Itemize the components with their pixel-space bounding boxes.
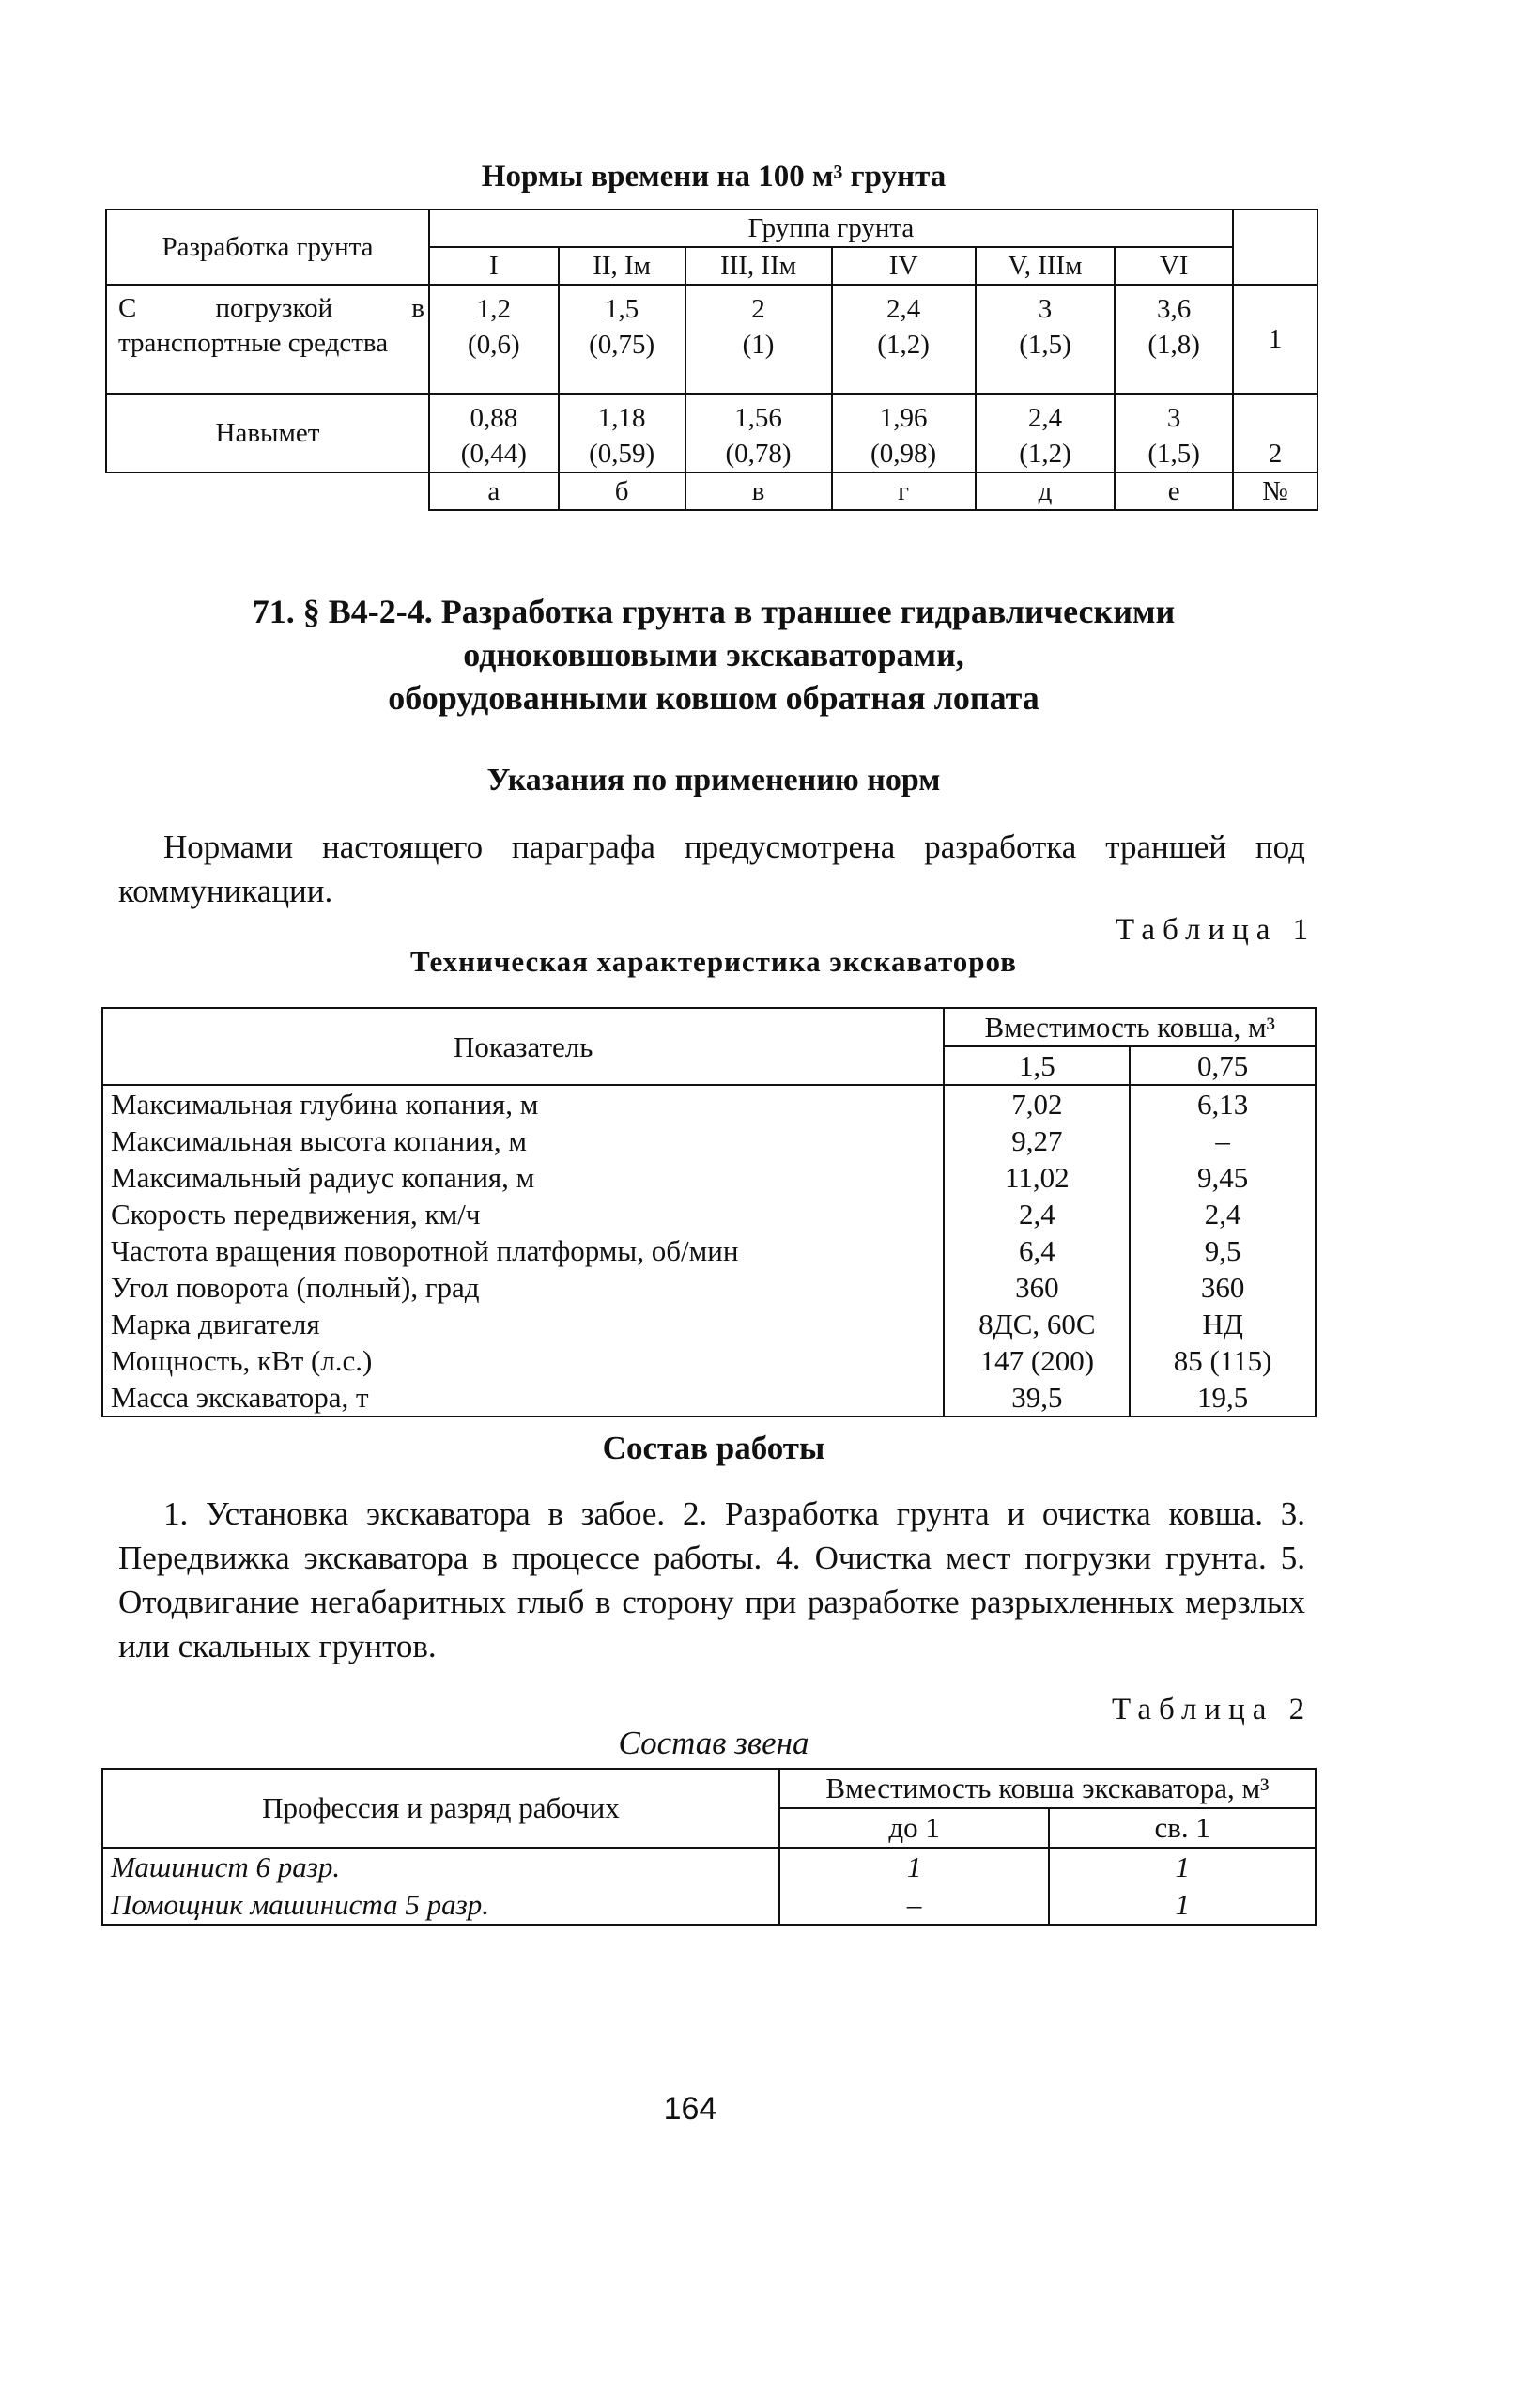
norm-cell: 3 (1,5) (976, 285, 1116, 394)
row-label: С погрузкой в транспортные средства (106, 285, 429, 394)
table-row (102, 1196, 1316, 1232)
param-value: 360 (944, 1269, 1130, 1306)
table1-label: Таблица 1 (1116, 913, 1317, 947)
table2-label: Таблица 2 (1112, 1693, 1313, 1726)
instructions-text: Нормами настоящего параграфа предусмотрена разработка траншей под коммуникации. (118, 828, 1305, 909)
param-name: Максимальный радиус копания, м (102, 1159, 944, 1196)
param-name: Мощность, кВт (л.с.) (102, 1342, 944, 1379)
blank-cell (106, 472, 429, 510)
column-letter: б (559, 472, 685, 510)
group-col: III, IIм (685, 247, 832, 285)
section-heading (113, 590, 1315, 720)
table-row (102, 1379, 1316, 1416)
column-letter: в (685, 472, 832, 510)
crew-count: – (779, 1886, 1050, 1925)
table-row (102, 1886, 1316, 1925)
capacity-col: 0,75 (1130, 1046, 1316, 1085)
norm-cell: 1,2 (0,6) (429, 285, 559, 394)
param-value: 6,4 (944, 1232, 1130, 1269)
param-value: 9,27 (944, 1122, 1130, 1159)
param-name: Частота вращения поворотной платформы, об/мин (102, 1232, 944, 1269)
param-value: 11,02 (944, 1159, 1130, 1196)
param-value: 360 (1130, 1269, 1316, 1306)
header-work: Разработка грунта (106, 209, 429, 285)
capacity-col: 1,5 (944, 1046, 1130, 1085)
profession-name: Помощник машиниста 5 разр. (102, 1886, 779, 1925)
page-number: 164 (663, 2091, 717, 2127)
norm-cell: 3 (1,5) (1115, 394, 1233, 472)
param-value: 39,5 (944, 1379, 1130, 1416)
header-profession: Профессия и разряд рабочих (102, 1769, 779, 1848)
group-col: II, Iм (559, 247, 685, 285)
column-letter: г (832, 472, 976, 510)
crew-count: 1 (779, 1848, 1050, 1886)
norm-cell: 1,5 (0,75) (559, 285, 685, 394)
crew-count: 1 (1049, 1848, 1316, 1886)
table2-title: Состав звена (618, 1725, 809, 1761)
param-value: 147 (200) (944, 1342, 1130, 1379)
param-value: 19,5 (1130, 1379, 1316, 1416)
param-value: – (1130, 1122, 1316, 1159)
group-col: I (429, 247, 559, 285)
param-name: Скорость передвижения, км/ч (102, 1196, 944, 1232)
norm-cell: 2,4 (1,2) (976, 394, 1116, 472)
param-value: 9,5 (1130, 1232, 1316, 1269)
row-label: Навымет (106, 394, 429, 472)
norm-cell: 2 (1) (685, 285, 832, 394)
row-number: 1 (1233, 285, 1317, 394)
group-col: VI (1115, 247, 1233, 285)
param-name: Масса экскаватора, т (102, 1379, 944, 1416)
capacity-col: до 1 (779, 1808, 1050, 1848)
param-value: 9,45 (1130, 1159, 1316, 1196)
column-letter: е (1115, 472, 1233, 510)
capacity-col: св. 1 (1049, 1808, 1316, 1848)
header-capacity: Вместимость ковша, м³ (944, 1008, 1316, 1046)
table-row (102, 1085, 1316, 1122)
group-col: IV (832, 247, 976, 285)
column-letter: а (429, 472, 559, 510)
spec-table (101, 1007, 1317, 1417)
table-row (102, 1159, 1316, 1196)
param-name: Угол поворота (полный), град (102, 1269, 944, 1306)
norm-cell: 3,6 (1,8) (1115, 285, 1233, 394)
param-value: 85 (115) (1130, 1342, 1316, 1379)
norm-cell: 1,96 (0,98) (832, 394, 976, 472)
norm-cell: 0,88 (0,44) (429, 394, 559, 472)
param-name: Максимальная высота копания, м (102, 1122, 944, 1159)
param-value: 2,4 (944, 1196, 1130, 1232)
column-letter: д (976, 472, 1116, 510)
header-blank (1233, 209, 1317, 285)
param-name: Максимальная глубина копания, м (102, 1085, 944, 1122)
work-title: Состав работы (602, 1430, 825, 1466)
number-label: № (1233, 472, 1317, 510)
table-row (102, 1232, 1316, 1269)
heading-line: одноковшовыми экскаваторами, (463, 636, 964, 673)
norm-cell: 2,4 (1,2) (832, 285, 976, 394)
norm-cell: 1,18 (0,59) (559, 394, 685, 472)
param-value: 2,4 (1130, 1196, 1316, 1232)
profession-name: Машинист 6 разр. (102, 1848, 779, 1886)
row-number: 2 (1233, 394, 1317, 472)
header-group: Группа грунта (429, 209, 1233, 247)
param-value: 8ДС, 60С (944, 1306, 1130, 1342)
group-col: V, IIIм (976, 247, 1116, 285)
norms-title: Нормы времени на 100 м³ грунта (481, 160, 947, 194)
table-row (102, 1122, 1316, 1159)
header-param: Показатель (102, 1008, 944, 1085)
table-row (102, 1848, 1316, 1886)
table1-title: Техническая характеристика экскаваторов (409, 945, 1018, 978)
instructions-title: Указания по применению норм (486, 763, 941, 797)
param-value: 6,13 (1130, 1085, 1316, 1122)
work-text: 1. Установка экскаватора в забое. 2. Разработка грунта и очистка ковша. 3. Передвижка экскаватора в процессе работы. 4. Очистка мест погрузки грунта. 5. Отодвигание негабаритных глыб в сторону при разработке разрыхленных мерзлых или скальных грунтов. (118, 1495, 1305, 1664)
crew-table (101, 1768, 1317, 1926)
crew-count: 1 (1049, 1886, 1316, 1925)
table-row (102, 1342, 1316, 1379)
param-value: 7,02 (944, 1085, 1130, 1122)
header-capacity: Вместимость ковша экскаватора, м³ (779, 1769, 1316, 1808)
param-name: Марка двигателя (102, 1306, 944, 1342)
heading-line: 71. § В4-2-4. Разработка грунта в траншее гидравлическими (252, 593, 1176, 630)
param-value: НД (1130, 1306, 1316, 1342)
norm-cell: 1,56 (0,78) (685, 394, 832, 472)
heading-line: оборудованными ковшом обратная лопата (388, 679, 1040, 717)
table-row (102, 1306, 1316, 1342)
norms-table (105, 209, 1318, 511)
table-row (102, 1269, 1316, 1306)
